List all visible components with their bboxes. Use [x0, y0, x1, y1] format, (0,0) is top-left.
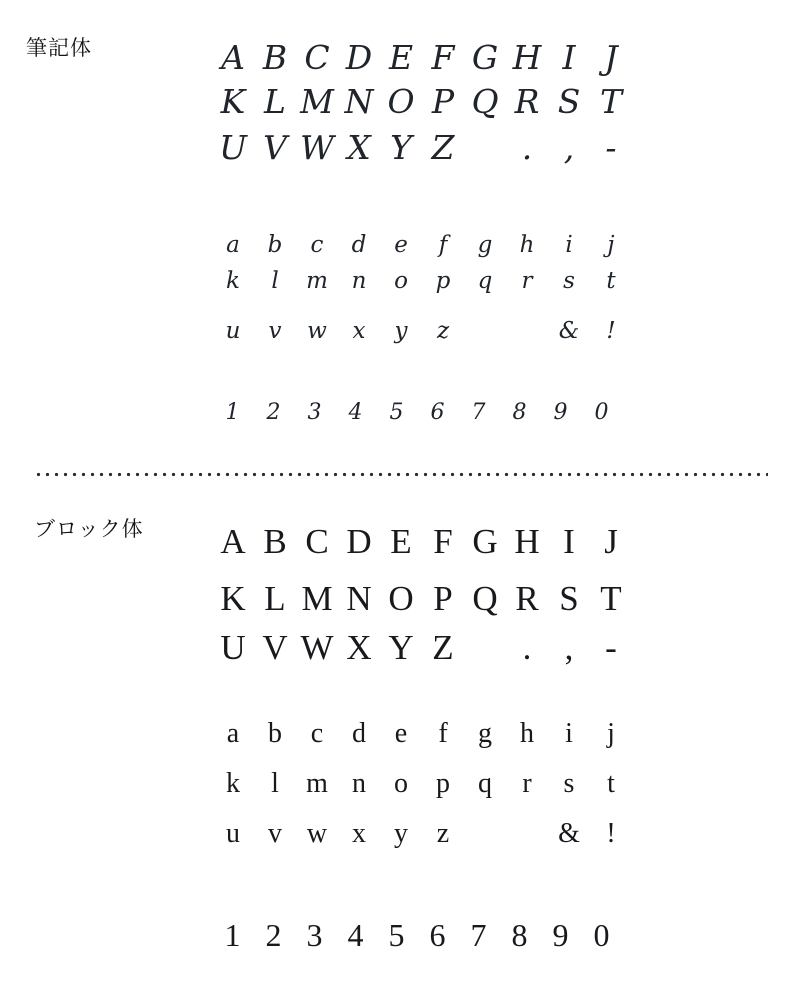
glyph: 3 — [307, 400, 322, 425]
script-uppercase-row-1 — [212, 36, 632, 80]
glyph: J — [604, 38, 618, 77]
glyph: f — [438, 718, 448, 749]
glyph: l — [271, 268, 279, 294]
script-lowercase-row-2 — [212, 262, 632, 300]
glyph: D — [345, 38, 373, 77]
glyph: O — [387, 82, 415, 121]
glyph: g — [478, 718, 492, 749]
script-number-row — [212, 398, 622, 428]
glyph: M — [300, 82, 334, 121]
glyph-ampersand: & — [558, 318, 580, 344]
glyph: K — [220, 82, 246, 121]
glyph: z — [436, 318, 450, 344]
glyph: I — [562, 38, 576, 77]
glyph: t — [607, 768, 615, 799]
glyph: U — [220, 628, 246, 667]
glyph: C — [305, 522, 329, 561]
glyph: d — [351, 232, 367, 258]
glyph: 1 — [225, 400, 240, 425]
dotted-divider — [34, 472, 768, 477]
glyph: s — [563, 268, 575, 294]
glyph: c — [310, 718, 324, 749]
glyph: E — [388, 38, 414, 77]
glyph: q — [478, 768, 492, 799]
glyph: b — [268, 718, 282, 749]
glyph-exclamation: ! — [606, 318, 616, 344]
glyph: k — [226, 268, 240, 294]
glyph: 3 — [306, 917, 323, 953]
glyph: e — [394, 232, 408, 258]
glyph: X — [346, 628, 372, 667]
glyph-comma: , — [564, 628, 574, 667]
glyph: E — [390, 522, 412, 561]
glyph: P — [431, 82, 455, 121]
glyph: T — [600, 579, 622, 618]
glyph: i — [565, 718, 573, 749]
glyph-hyphen: - — [605, 128, 617, 167]
script-uppercase-row-2 — [212, 80, 632, 124]
glyph: L — [264, 579, 286, 618]
glyph: 5 — [388, 917, 405, 953]
glyph: d — [352, 718, 366, 749]
glyph: v — [268, 318, 282, 344]
glyph: u — [225, 318, 241, 344]
glyph: n — [352, 768, 366, 799]
glyph-spacer — [464, 812, 506, 856]
glyph: q — [477, 268, 493, 294]
glyph: 6 — [429, 917, 446, 953]
glyph: Z — [431, 128, 455, 167]
glyph: x — [352, 318, 366, 344]
glyph: I — [563, 522, 575, 561]
glyph: 2 — [265, 917, 282, 953]
glyph: N — [344, 82, 374, 121]
glyph: 9 — [553, 400, 568, 425]
script-lowercase-row-3 — [212, 312, 632, 350]
block-uppercase-row-1 — [212, 519, 632, 565]
glyph: D — [346, 522, 372, 561]
glyph: j — [607, 718, 615, 749]
glyph: i — [565, 232, 573, 258]
glyph: V — [263, 128, 287, 167]
glyph: 1 — [224, 917, 241, 953]
glyph: f — [438, 232, 448, 258]
script-lowercase-row-1 — [212, 226, 632, 264]
glyph: g — [477, 232, 493, 258]
section-label-block: ブロック体 — [34, 517, 144, 541]
glyph: N — [346, 579, 372, 618]
glyph: e — [394, 718, 408, 749]
glyph: w — [306, 818, 328, 849]
glyph: h — [520, 718, 534, 749]
glyph: X — [347, 128, 371, 167]
glyph: M — [301, 579, 333, 618]
glyph-period: . — [521, 128, 533, 167]
glyph: 4 — [347, 917, 364, 953]
glyph: 6 — [430, 400, 445, 425]
glyph: p — [436, 768, 450, 799]
glyph: j — [607, 232, 615, 258]
glyph-spacer — [464, 625, 506, 671]
glyph: p — [435, 268, 451, 294]
glyph: a — [226, 718, 240, 749]
glyph: U — [219, 128, 247, 167]
glyph: b — [267, 232, 283, 258]
glyph: A — [221, 38, 245, 77]
glyph: k — [226, 768, 240, 799]
glyph: W — [300, 128, 334, 167]
glyph: Y — [388, 628, 414, 667]
glyph-spacer — [464, 126, 506, 170]
block-uppercase-row-2 — [212, 576, 632, 622]
glyph: P — [433, 579, 453, 618]
block-lowercase-row-2 — [212, 762, 632, 806]
glyph: R — [515, 579, 539, 618]
glyph: 4 — [348, 400, 363, 425]
glyph: t — [606, 268, 616, 294]
glyph-exclamation: ! — [606, 818, 616, 849]
glyph: J — [604, 522, 618, 561]
glyph: G — [472, 522, 498, 561]
glyph: B — [263, 522, 287, 561]
glyph: 2 — [266, 400, 281, 425]
glyph: 8 — [511, 917, 528, 953]
glyph: 0 — [594, 400, 609, 425]
glyph: w — [307, 318, 327, 344]
glyph: B — [262, 38, 288, 77]
glyph: y — [394, 318, 408, 344]
glyph: H — [514, 522, 540, 561]
glyph: s — [563, 768, 575, 799]
glyph: L — [264, 82, 286, 121]
glyph-spacer — [464, 312, 506, 350]
glyph: n — [351, 268, 367, 294]
glyph: A — [220, 522, 246, 561]
glyph: x — [352, 818, 366, 849]
glyph-spacer — [506, 312, 548, 350]
glyph: r — [522, 768, 532, 799]
glyph: 5 — [389, 400, 404, 425]
glyph: T — [599, 82, 622, 121]
glyph-spacer — [506, 812, 548, 856]
block-lowercase-row-3 — [212, 812, 632, 856]
glyph: V — [262, 628, 288, 667]
glyph: o — [394, 268, 408, 294]
glyph: S — [557, 82, 581, 121]
glyph: Z — [432, 628, 454, 667]
glyph: r — [521, 268, 533, 294]
glyph: y — [394, 818, 408, 849]
glyph: v — [268, 818, 282, 849]
glyph: 8 — [512, 400, 527, 425]
glyph: W — [300, 628, 334, 667]
section-label-script: 筆記体 — [26, 36, 92, 60]
glyph: G — [471, 38, 499, 77]
glyph-comma: , — [563, 128, 575, 167]
glyph: R — [514, 82, 540, 121]
glyph: Q — [472, 579, 498, 618]
block-number-row — [212, 915, 622, 955]
glyph: m — [306, 768, 328, 799]
block-lowercase-row-1 — [212, 712, 632, 756]
glyph: z — [436, 818, 450, 849]
glyph: Y — [390, 128, 412, 167]
glyph: C — [304, 38, 330, 77]
glyph: h — [519, 232, 535, 258]
glyph-hyphen: - — [605, 628, 617, 667]
glyph: F — [431, 38, 455, 77]
glyph: o — [394, 768, 408, 799]
glyph: 7 — [470, 917, 487, 953]
glyph: F — [433, 522, 453, 561]
glyph: Q — [471, 82, 499, 121]
glyph: u — [226, 818, 240, 849]
block-uppercase-row-3 — [212, 625, 632, 671]
glyph-period: . — [522, 628, 532, 667]
glyph: H — [512, 38, 542, 77]
script-uppercase-row-3 — [212, 126, 632, 170]
glyph: 9 — [552, 917, 569, 953]
glyph: 7 — [471, 400, 486, 425]
glyph: m — [306, 268, 328, 294]
glyph: 0 — [593, 917, 610, 953]
glyph: a — [226, 232, 240, 258]
glyph-ampersand: & — [558, 818, 580, 849]
glyph: K — [220, 579, 246, 618]
glyph: O — [388, 579, 414, 618]
glyph: S — [559, 579, 579, 618]
glyph: l — [271, 768, 279, 799]
glyph: c — [310, 232, 324, 258]
